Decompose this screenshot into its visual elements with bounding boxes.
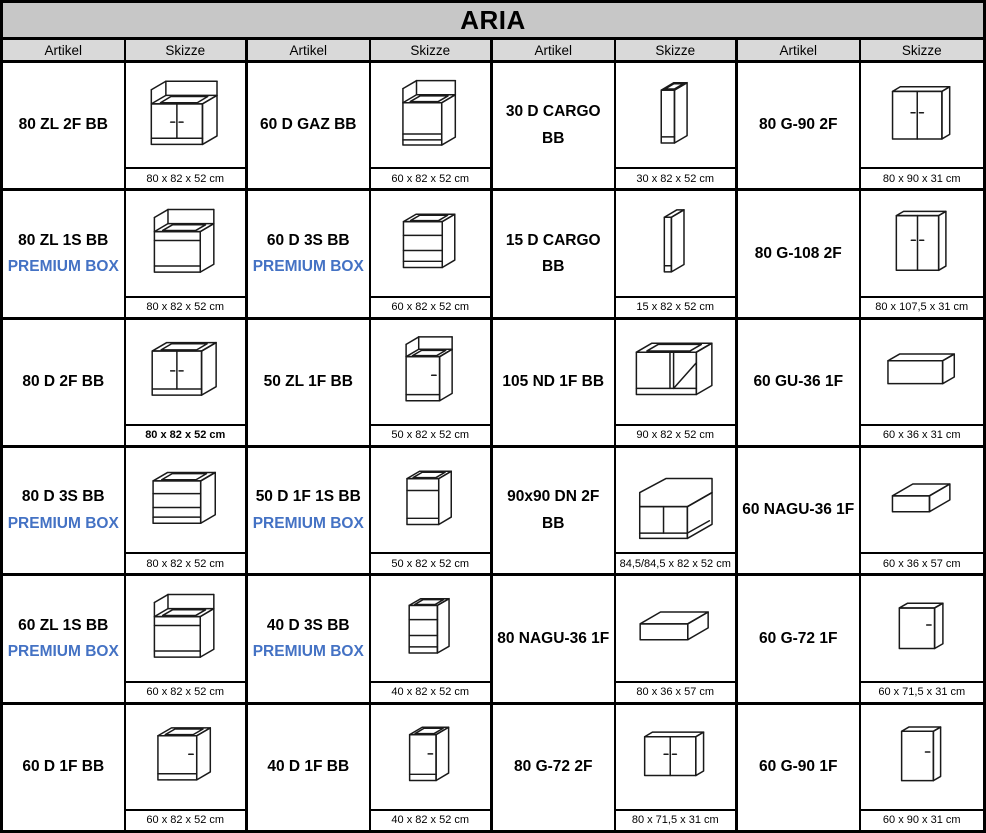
oven-gas-open-cabinet-icon	[371, 63, 491, 167]
article-code: 80 NAGU-36 1F	[497, 629, 610, 647]
artikel-cell	[493, 705, 616, 830]
artikel-cell	[738, 576, 861, 701]
dimension-label: 80 x 107,5 x 31 cm	[861, 296, 984, 317]
skizze-cell	[371, 320, 494, 445]
dimension-label: 80 x 82 x 52 cm	[126, 167, 246, 188]
skizze-cell	[861, 63, 984, 188]
sink-cabinet-1-drawer-icon	[126, 576, 246, 680]
artikel-cell	[3, 705, 126, 830]
skizze-cell	[371, 576, 494, 701]
dimension-label: 80 x 82 x 52 cm	[126, 424, 246, 445]
article-code: 60 D GAZ BB	[260, 116, 357, 134]
door-drawer-cabinet-icon	[371, 448, 491, 552]
table-row	[3, 63, 983, 191]
artikel-cell	[738, 63, 861, 188]
wall-cabinet-2-door-tall-icon	[861, 191, 984, 295]
article-code: 15 D CARGO BB	[505, 231, 601, 275]
dimension-label: 60 x 36 x 31 cm	[861, 424, 984, 445]
skizze-cell	[861, 705, 984, 830]
article-code: 60 D 1F BB	[22, 758, 105, 776]
wall-flip-cabinet-icon	[861, 320, 984, 424]
dimension-label: 80 x 82 x 52 cm	[126, 296, 246, 317]
artikel-cell	[248, 320, 371, 445]
artikel-cell	[738, 191, 861, 316]
cargo-pullout-narrow-icon	[616, 63, 736, 167]
dimension-label: 80 x 82 x 52 cm	[126, 552, 246, 573]
premium-box-label: PREMIUM BOX	[7, 257, 119, 275]
artikel-cell	[248, 448, 371, 573]
artikel-cell	[3, 320, 126, 445]
table-row	[3, 705, 983, 830]
dimension-label: 60 x 82 x 52 cm	[371, 167, 491, 188]
drawer-cabinet-3-icon	[371, 191, 491, 295]
dimension-label: 90 x 82 x 52 cm	[616, 424, 736, 445]
premium-box-label: PREMIUM BOX	[252, 514, 364, 532]
skizze-cell	[126, 705, 249, 830]
article-code: 50 ZL 1F BB	[263, 373, 353, 391]
article-code: 90x90 DN 2F BB	[507, 488, 600, 532]
skizze-cell	[861, 320, 984, 445]
skizze-cell	[616, 63, 739, 188]
article-code: 30 D CARGO BB	[505, 103, 601, 147]
artikel-cell	[3, 576, 126, 701]
skizze-cell	[126, 576, 249, 701]
premium-box-label: PREMIUM BOX	[252, 257, 364, 275]
article-code: 60 G-72 1F	[759, 629, 838, 647]
sink-cabinet-1-door-icon	[371, 320, 491, 424]
dimension-label: 40 x 82 x 52 cm	[371, 681, 491, 702]
artikel-cell	[248, 705, 371, 830]
article-code: 60 G-90 1F	[759, 758, 838, 776]
table-row	[3, 320, 983, 448]
artikel-cell	[248, 191, 371, 316]
article-code: 80 G-108 2F	[754, 244, 842, 262]
dimension-label: 60 x 82 x 52 cm	[126, 681, 246, 702]
page-title: ARIA	[3, 3, 983, 40]
dimension-label: 60 x 82 x 52 cm	[371, 296, 491, 317]
skizze-cell	[616, 320, 739, 445]
skizze-cell	[126, 320, 249, 445]
sink-cabinet-1-drawer-icon	[126, 191, 246, 295]
wall-cabinet-2-door-wide-icon	[616, 705, 736, 809]
dimension-label: 80 x 36 x 57 cm	[616, 681, 736, 702]
sink-cabinet-2-door-icon	[126, 63, 246, 167]
artikel-cell	[493, 448, 616, 573]
column-header-skizze: Skizze	[126, 40, 249, 60]
premium-box-label: PREMIUM BOX	[7, 514, 119, 532]
column-header-artikel: Artikel	[248, 40, 371, 60]
dimension-label: 15 x 82 x 52 cm	[616, 296, 736, 317]
skizze-cell	[616, 576, 739, 701]
table-row	[3, 191, 983, 319]
artikel-cell	[493, 63, 616, 188]
article-code: 60 D 3S BB	[266, 231, 350, 249]
dimension-label: 80 x 71,5 x 31 cm	[616, 809, 736, 830]
countertop-box-wide-icon	[616, 576, 736, 680]
artikel-cell	[493, 191, 616, 316]
skizze-cell	[126, 191, 249, 316]
dimension-label: 60 x 82 x 52 cm	[126, 809, 246, 830]
artikel-cell	[493, 320, 616, 445]
premium-box-label: PREMIUM BOX	[7, 642, 119, 660]
base-cabinet-1-door-narrow-icon	[371, 705, 491, 809]
skizze-cell	[616, 448, 739, 573]
article-code: 60 GU-36 1F	[753, 373, 844, 391]
skizze-cell	[371, 191, 494, 316]
article-code: 80 D 3S BB	[21, 488, 105, 506]
dimension-label: 50 x 82 x 52 cm	[371, 424, 491, 445]
skizze-cell	[126, 63, 249, 188]
article-code: 80 ZL 2F BB	[18, 116, 108, 134]
skizze-cell	[371, 705, 494, 830]
table-row	[3, 448, 983, 576]
artikel-cell	[248, 576, 371, 701]
skizze-cell	[371, 63, 494, 188]
artikel-cell	[3, 63, 126, 188]
dimension-label: 84,5/84,5 x 82 x 52 cm	[616, 552, 736, 573]
article-code: 40 D 3S BB	[266, 616, 350, 634]
article-code: 40 D 1F BB	[267, 758, 350, 776]
skizze-cell	[371, 448, 494, 573]
base-cabinet-1-door-icon	[126, 705, 246, 809]
corner-L-cabinet-icon	[616, 448, 736, 552]
corner-cabinet-open-icon	[616, 320, 736, 424]
column-header-artikel: Artikel	[3, 40, 126, 60]
artikel-cell	[493, 576, 616, 701]
skizze-cell	[616, 191, 739, 316]
cargo-pullout-slim-icon	[616, 191, 736, 295]
countertop-box-icon	[861, 448, 984, 552]
dimension-label: 30 x 82 x 52 cm	[616, 167, 736, 188]
dimension-label: 60 x 36 x 57 cm	[861, 552, 984, 573]
dimension-label: 40 x 82 x 52 cm	[371, 809, 491, 830]
artikel-cell	[248, 63, 371, 188]
drawer-cabinet-3-wide-icon	[126, 448, 246, 552]
artikel-cell	[3, 448, 126, 573]
skizze-cell	[616, 705, 739, 830]
article-code: 105 ND 1F BB	[502, 373, 605, 391]
table-body	[3, 63, 983, 830]
table-row	[3, 576, 983, 704]
article-code: 80 G-90 2F	[759, 116, 838, 134]
skizze-cell	[861, 448, 984, 573]
drawer-cabinet-3-narrow-icon	[371, 576, 491, 680]
dimension-label: 50 x 82 x 52 cm	[371, 552, 491, 573]
wall-cabinet-1-door-icon	[861, 576, 984, 680]
dimension-label: 60 x 90 x 31 cm	[861, 809, 984, 830]
column-header-artikel: Artikel	[493, 40, 616, 60]
artikel-cell	[738, 320, 861, 445]
article-code: 80 ZL 1S BB	[18, 231, 109, 249]
wall-cabinet-2-door-icon	[861, 63, 984, 167]
article-code: 50 D 1F 1S BB	[255, 488, 361, 506]
artikel-cell	[738, 705, 861, 830]
article-code: 80 D 2F BB	[22, 373, 105, 391]
column-header-artikel: Artikel	[738, 40, 861, 60]
skizze-cell	[861, 576, 984, 701]
dimension-label: 60 x 71,5 x 31 cm	[861, 681, 984, 702]
artikel-cell	[738, 448, 861, 573]
column-header-skizze: Skizze	[861, 40, 984, 60]
artikel-cell	[3, 191, 126, 316]
premium-box-label: PREMIUM BOX	[252, 642, 364, 660]
base-cabinet-2-door-icon	[126, 320, 246, 424]
skizze-cell	[126, 448, 249, 573]
article-code: 80 G-72 2F	[514, 758, 593, 776]
article-code: 60 NAGU-36 1F	[742, 501, 855, 519]
table-header	[3, 40, 983, 63]
article-code: 60 ZL 1S BB	[18, 616, 109, 634]
column-header-skizze: Skizze	[371, 40, 494, 60]
skizze-cell	[861, 191, 984, 316]
column-header-skizze: Skizze	[616, 40, 739, 60]
wall-cabinet-1-door-tall-icon	[861, 705, 984, 809]
dimension-label: 80 x 90 x 31 cm	[861, 167, 984, 188]
